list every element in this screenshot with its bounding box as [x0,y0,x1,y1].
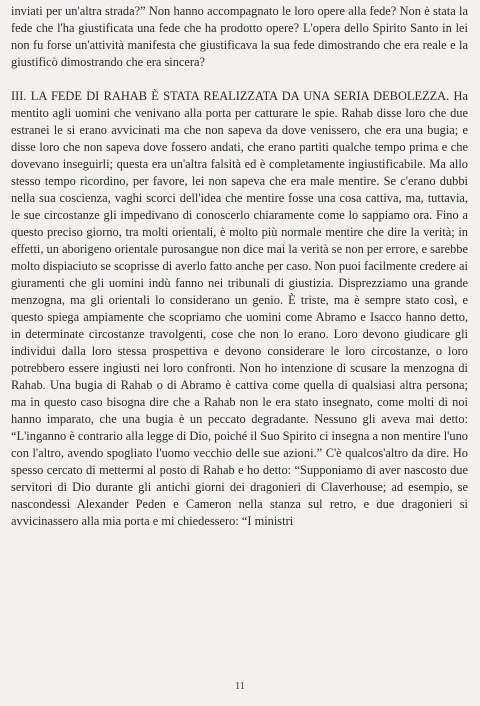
section-paragraph [11,88,468,530]
section-heading: III. LA FEDE DI RAHAB È STATA REALIZZATA DA UNA SERIA DEBOLEZZA. [11,89,450,103]
intro-paragraph: inviati per un'altra strada?” Non hanno accompagnato le loro opere alla fede? Non è stata la fede che l'ha giustificata una fede che ha prodotto opere? L'opera dello Spirito Santo in lei non fu forse un'attività manifesta che giustificava la sua fede dimostrando che era reale e la giustificò dimostrando che era sincera? [11,4,468,69]
section-body: Ha mentito agli uomini che venivano alla porta per catturare le spie. Rahab disse loro che due estranei le si erano avvicinati ma che non sapeva da dove venissero, che era una bugia; e disse loro che non sapeva dove fossero andati, che erano partiti qualche tempo prima e che dovevano inseguirli; questa era un'altra falsità ed è completamente ingiustificabile. Ma allo stesso tempo ricordino, per favore, lei non sapeva che era male mentire. Se c'erano dubbi nella sua coscienza, vaghi scorci dell'idea che mentire fosse una cosa cattiva, ma, tuttavia, le sue circostanze gli impedivano di conoscerlo chiaramente come lo sappiamo ora. Fino a questo preciso giorno, tra molti orientali, è molto più normale mentire che dire la verità; in effetti, un aborigeno orientale purosangue non dice mai la verità se non per errore, e sarebbe molto dispiaciuto se scoprisse di averlo fatto anche per caso. Non puoi facilmente credere ai giuramenti che gli uomini indù fanno nei tribunali di giustizia. Disprezziamo una grande menzogna, ma gli orientali lo considerano un genio. È triste, ma è sempre stato così, e questo spiega ampiamente che scopriamo che uomini come Abramo e Isacco hanno detto, in determinate circostanze travolgenti, cose che non lo erano. Loro devono giudicare gli individui dalla loro stessa prospettiva e devono considerare le loro circostanze, o loro potrebbero essere ingiusti nei loro confronti. Non ho intenzione di scusare la menzogna di Rahab. Una bugia di Rahab o di Abramo è cattiva come quella di qualsiasi altra persona; ma in questo caso bisogna dire che a Rahab non le era stato insegnato, come molti di noi hanno imparato, che una bugia è un peccato degradante. Nessuno gli aveva mai detto: “L'inganno è contrario alla legge di Dio, poiché il Suo Spirito ci insegna a non mentire l'uno con l'altro, avendo spogliato l'uomo vecchio delle sue azioni.” C'è qualcos'altro da dire. Ho spesso cercato di mettermi al posto di Rahab e ho detto: “Supponiamo di aver nascosto due servitori di Dio durante gli antichi giorni dei dragonieri di Claverhouse; ad esempio, se nascondessi Alexander Peden e Cameron nella stanza sul retro, e due dragonieri si avvicinassero alla mia porta e mi chiedessero: “I ministri [11,89,469,528]
page-number: 11 [235,681,245,692]
